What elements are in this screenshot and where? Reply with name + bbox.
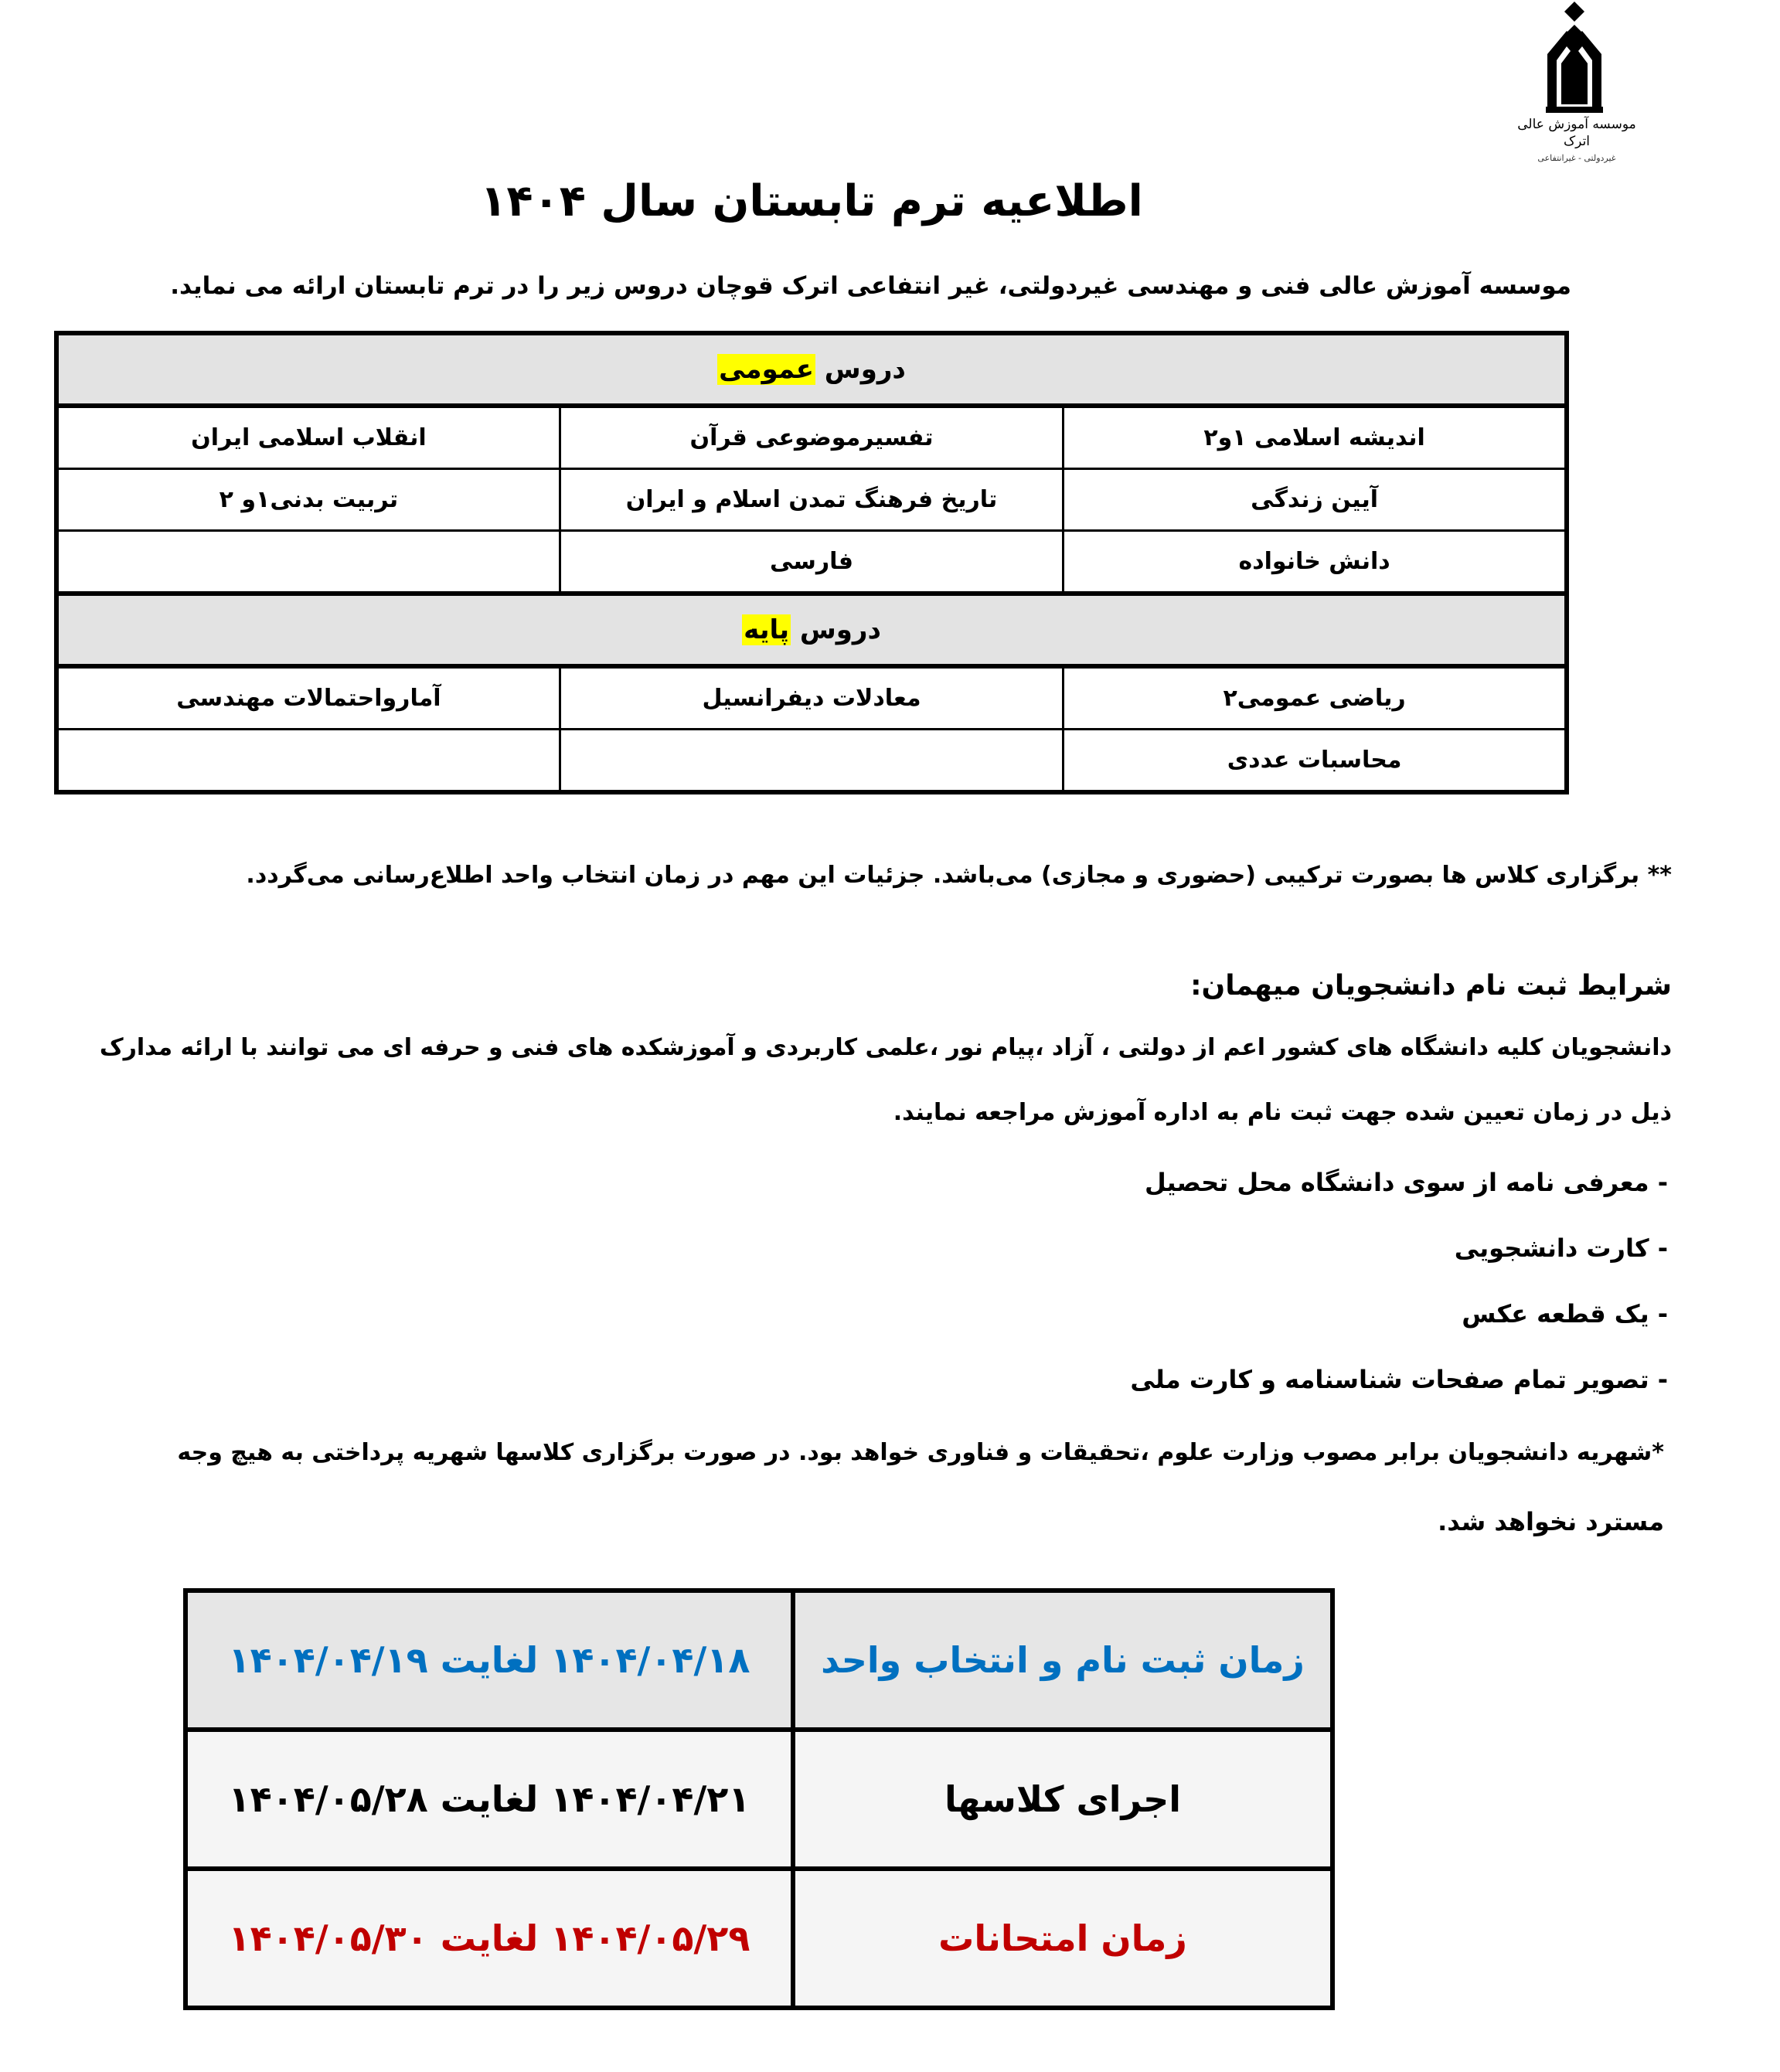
heading-prefix: دروس [799, 614, 881, 645]
heading-highlight: عمومی [719, 354, 814, 385]
course-cell: اندیشه اسلامی ۱و۲ [1064, 406, 1567, 469]
required-documents-list [1130, 1159, 1668, 1422]
intro-text: موسسه آموزش عالی فنی و مهندسی غیردولتی، غیر انتفاعی اترک قوچان دروس زیر را در ترم تابستان ارائه می نماید. [170, 272, 1571, 300]
course-cell: محاسبات عددی [1064, 730, 1567, 793]
logo-subtitle: غیردولتی - غیرانتفاعی [1537, 153, 1616, 163]
schedule-table [183, 1588, 1335, 2010]
mosque-arch-logo-icon [1532, 0, 1617, 116]
course-cell [56, 531, 560, 594]
table-row [185, 1591, 1332, 1730]
schedule-dates: ۱۴۰۴/۰۴/۱۸ لغایت ۱۴۰۴/۰۴/۱۹ [185, 1591, 793, 1730]
table-row [56, 730, 1567, 793]
general-courses-heading [56, 333, 1567, 406]
fee-note-line1: *شهریه دانشجویان برابر مصوب وزارت علوم ،تحقیقات و فناوری خواهد بود. در صورت برگزاری کلاسها شهریه پرداختی به هیچ وجه [177, 1439, 1664, 1466]
table-row [56, 406, 1567, 469]
course-cell: انقلاب اسلامی ایران [56, 406, 560, 469]
page-title: اطلاعیه ترم تابستان سال ۱۴۰۴ [480, 176, 1143, 226]
course-cell: تاریخ فرهنگ تمدن اسلام و ایران [560, 469, 1063, 531]
fee-note-line2: مسترد نخواهد شد. [1438, 1507, 1664, 1536]
course-cell: ریاضی عمومی۲ [1064, 666, 1567, 730]
table-row [56, 469, 1567, 531]
course-cell: دانش خانواده [1064, 531, 1567, 594]
course-cell: تفسیرموضوعی قرآن [560, 406, 1063, 469]
table-row [56, 666, 1567, 730]
table-row [56, 531, 1567, 594]
conditions-title: شرایط ثبت نام دانشجویان میهمان: [1190, 970, 1672, 1002]
course-cell [560, 730, 1063, 793]
schedule-label: اجرای کلاسها [793, 1730, 1332, 1869]
table-row [185, 1869, 1332, 2008]
conditions-paragraph-line1: دانشجویان کلیه دانشگاه های کشور اعم از دولتی ، آزاد ،پیام نور ،علمی کاربردی و آموزشکده های فنی و حرفه ای می توانند با ارائه مدارک [99, 1034, 1672, 1061]
logo-caption [1507, 116, 1646, 167]
heading-prefix: دروس [824, 354, 906, 385]
course-cell: تربیت بدنی۱و ۲ [56, 469, 560, 531]
course-cell: فارسی [560, 531, 1063, 594]
list-item: - کارت دانشجویی [1454, 1233, 1668, 1263]
conditions-paragraph-line2: ذیل در زمان تعیین شده جهت ثبت نام به اداره آموزش مراجعه نمایند. [893, 1099, 1672, 1126]
course-cell [56, 730, 560, 793]
list-item: - یک قطعه عکس [1462, 1299, 1668, 1329]
course-cell: آیین زندگی [1064, 469, 1567, 531]
heading-highlight: پایه [744, 614, 789, 645]
courses-table [54, 331, 1569, 794]
hybrid-classes-note: ** برگزاری کلاس ها بصورت ترکیبی (حضوری و مجازی) می‌باشد. جزئیات این مهم در زمان انتخاب واحد اطلاع‌رسانی می‌گردد. [246, 862, 1672, 889]
schedule-label: زمان ثبت نام و انتخاب واحد [793, 1591, 1332, 1730]
course-cell: معادلات دیفرانسیل [560, 666, 1063, 730]
schedule-label: زمان امتحانات [793, 1869, 1332, 2008]
schedule-dates: ۱۴۰۴/۰۴/۲۱ لغایت ۱۴۰۴/۰۵/۲۸ [185, 1730, 793, 1869]
list-item: - معرفی نامه از سوی دانشگاه محل تحصیل [1144, 1168, 1668, 1197]
table-row [185, 1730, 1332, 1869]
basic-courses-heading [56, 594, 1567, 666]
list-item: - تصویر تمام صفحات شناسنامه و کارت ملی [1130, 1365, 1668, 1394]
schedule-dates: ۱۴۰۴/۰۵/۲۹ لغایت ۱۴۰۴/۰۵/۳۰ [185, 1869, 793, 2008]
course-cell: آمارواحتمالات مهندسی [56, 666, 560, 730]
logo-name: موسسه آموزش عالی اترک [1517, 117, 1636, 149]
institute-logo [1507, 0, 1646, 166]
